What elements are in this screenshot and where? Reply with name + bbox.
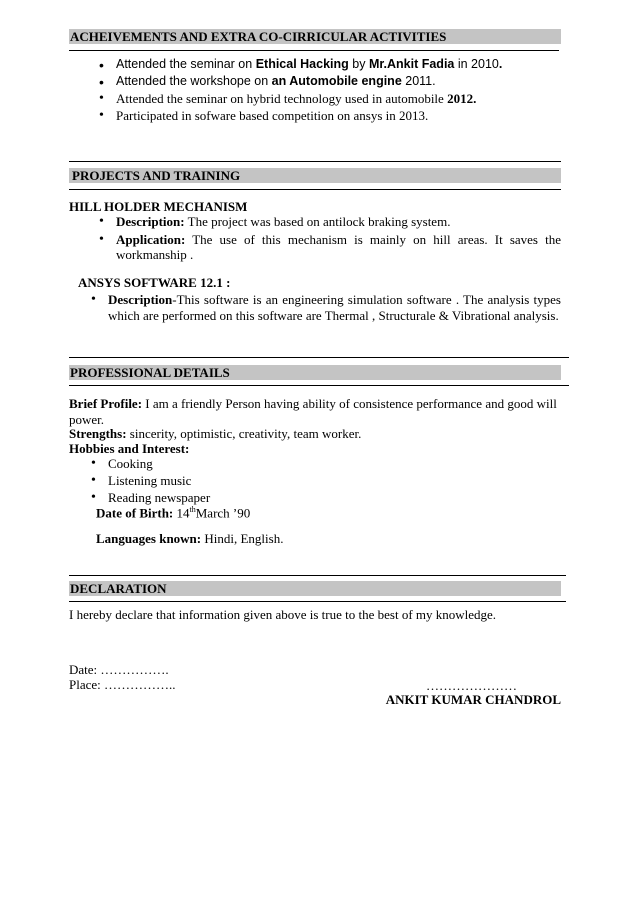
label: Brief Profile:	[69, 396, 143, 411]
brief-profile	[69, 396, 563, 427]
project2-title: ANSYS SOFTWARE 12.1 :	[78, 275, 231, 290]
section-rule	[69, 385, 569, 386]
item-text: by	[348, 57, 369, 71]
list-item: • Cooking	[108, 456, 408, 473]
item-text: Participated in sofware based competition on ansys in 2013.	[116, 108, 429, 123]
section-rule	[69, 357, 569, 358]
project1-list	[116, 214, 561, 263]
strengths	[69, 426, 361, 442]
section-rule	[69, 575, 566, 576]
item-bold: Ethical Hacking	[255, 57, 349, 71]
languages	[96, 531, 283, 547]
item-bold: 2012.	[447, 91, 477, 106]
date-of-birth	[96, 505, 250, 521]
label: Application:	[116, 231, 186, 247]
place-line: Place: ……………..	[69, 677, 176, 692]
item-bold: an Automobile engine	[271, 74, 402, 88]
list-item	[116, 57, 566, 74]
item-text: Attended the seminar on hybrid technology used in automobile	[116, 91, 448, 106]
item-bold: .	[498, 57, 503, 71]
list-item	[116, 74, 566, 91]
label: Date of Birth:	[96, 505, 174, 521]
section-rule	[69, 50, 559, 51]
project2-list	[108, 292, 561, 323]
value: The use of this mechanism is mainly on hill areas. It saves the workmanship .	[116, 231, 561, 263]
value: March ’90	[195, 505, 251, 521]
projects-heading: PROJECTS AND TRAINING	[69, 168, 561, 183]
achievements-list	[116, 57, 566, 125]
hobbies-list	[108, 456, 408, 507]
item-text: 2011.	[401, 74, 436, 88]
value: I am a friendly Person having ability of consistence performance and good will power.	[69, 396, 557, 427]
value: -This software is an engineering simulation software . The analysis types which are performed on this software are Thermal , Structurale & Vibrational analysis.	[108, 292, 561, 323]
value: Hindi, English.	[201, 531, 284, 546]
project1-title: HILL HOLDER MECHANISM	[69, 199, 248, 214]
declaration-text: I hereby declare that information given above is true to the best of my knowledge.	[69, 607, 497, 622]
label: Strengths:	[69, 426, 127, 441]
item-bold: Mr.Ankit Fadia	[368, 57, 455, 71]
section-rule	[69, 189, 561, 190]
item-text: in 2010	[454, 57, 499, 71]
superscript: th	[189, 505, 196, 514]
label: Description	[108, 292, 173, 307]
item-text: Attended the workshope on	[116, 74, 272, 88]
signatory-name: ANKIT KUMAR CHANDROL	[385, 692, 561, 707]
list-item	[116, 91, 566, 108]
declaration-heading: DECLARATION	[69, 581, 561, 596]
value: sincerity, optimistic, creativity, team worker.	[126, 426, 362, 441]
signature-dots: …………………	[426, 678, 517, 693]
date-line: Date: …………….	[69, 662, 169, 677]
professional-heading: PROFESSIONAL DETAILS	[69, 365, 561, 380]
value: The project was based on antilock braking system.	[184, 214, 451, 229]
label: Languages known:	[96, 531, 202, 546]
hobbies-label: Hobbies and Interest:	[69, 441, 190, 456]
item-text: Attended the seminar on	[116, 57, 256, 71]
list-item	[108, 292, 561, 323]
list-item	[116, 232, 561, 263]
section-rule	[69, 161, 561, 162]
label: Description:	[116, 214, 185, 229]
section-rule	[69, 601, 566, 602]
list-item	[116, 108, 566, 125]
value: 14	[173, 505, 190, 521]
achievements-heading: ACHEIVEMENTS AND EXTRA CO-CIRRICULAR ACTIVITIES	[69, 29, 561, 44]
list-item: • Listening music	[108, 473, 408, 490]
list-item	[116, 214, 561, 230]
list-item: • Reading newspaper	[108, 490, 408, 507]
